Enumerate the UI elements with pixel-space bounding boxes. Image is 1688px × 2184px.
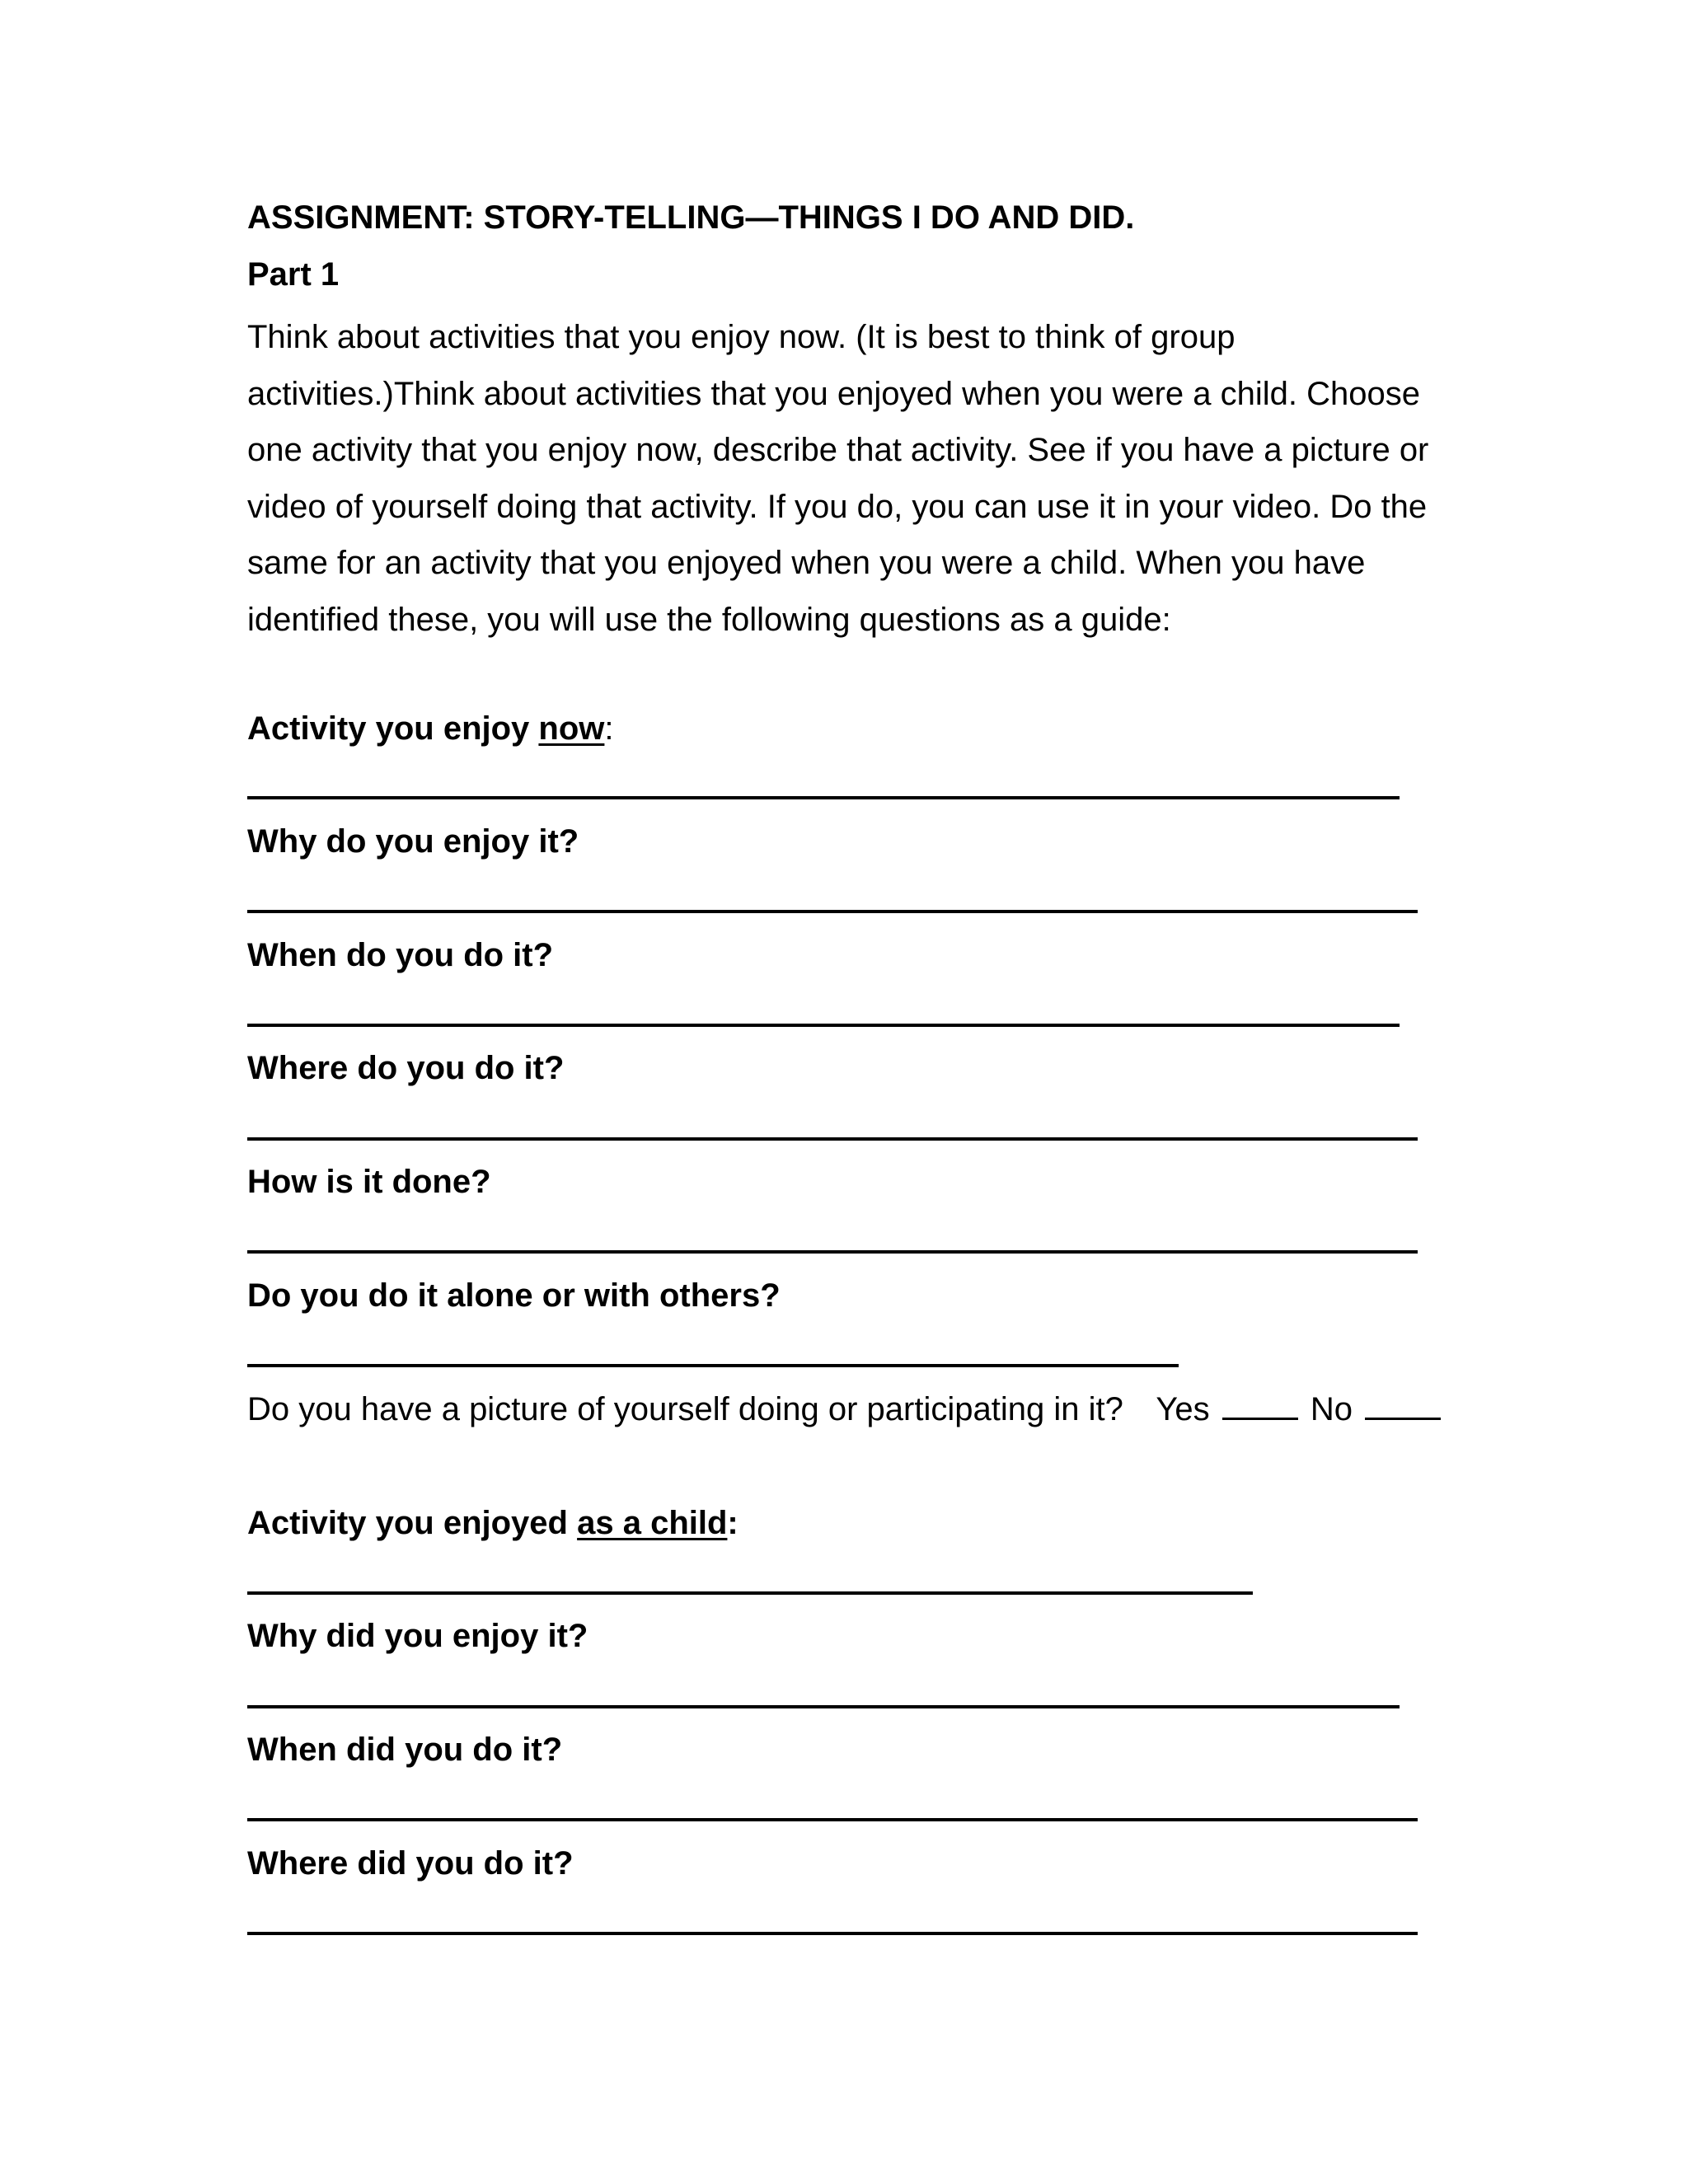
question-alone-or-others: Do you do it alone or with others? xyxy=(247,1277,781,1314)
assignment-title: ASSIGNMENT: STORY-TELLING—THINGS I DO AND DID. xyxy=(247,199,1135,236)
answer-line-where-do[interactable] xyxy=(247,1137,1418,1141)
child-underlined: as a child xyxy=(577,1505,728,1541)
question-where-did: Where did you do it? xyxy=(247,1845,574,1882)
intro-line: video of yourself doing that activity. If you do, you can use it in your video. Do the xyxy=(247,488,1428,525)
intro-line: same for an activity that you enjoyed when you were a child. When you have xyxy=(247,545,1366,581)
answer-line-why-enjoy[interactable] xyxy=(247,910,1418,913)
part-heading: Part 1 xyxy=(247,256,340,293)
question-how-done: How is it done? xyxy=(247,1164,491,1200)
yes-blank[interactable] xyxy=(1222,1393,1298,1420)
question-why-enjoy: Why do you enjoy it? xyxy=(247,823,579,860)
question-where-do: Where do you do it? xyxy=(247,1050,565,1086)
answer-line-when-do[interactable] xyxy=(247,1024,1400,1027)
picture-question-row xyxy=(247,1393,1444,1426)
question-when-did: When did you do it? xyxy=(247,1732,563,1768)
answer-line-how-done[interactable] xyxy=(247,1250,1418,1254)
question-why-did-enjoy: Why did you enjoy it? xyxy=(247,1618,588,1654)
now-activity-heading: Activity you enjoy now: xyxy=(247,710,614,747)
now-underlined: now xyxy=(538,710,605,747)
answer-line-where-did[interactable] xyxy=(247,1932,1418,1935)
child-activity-heading: Activity you enjoyed as a child: xyxy=(247,1505,738,1541)
no-label: No xyxy=(1310,1391,1353,1427)
question-when-do: When do you do it? xyxy=(247,937,554,973)
intro-line: identified these, you will use the following questions as a guide: xyxy=(247,601,1171,638)
answer-line-child-activity[interactable] xyxy=(247,1591,1253,1595)
answer-line-now-activity[interactable] xyxy=(247,796,1400,799)
intro-paragraph xyxy=(247,309,1451,648)
picture-question: Do you have a picture of yourself doing or participating in it? xyxy=(247,1391,1123,1427)
intro-line: Think about activities that you enjoy now. (It is best to think of group xyxy=(247,319,1236,355)
answer-line-when-did[interactable] xyxy=(247,1818,1418,1821)
intro-line: activities.)Think about activities that you enjoyed when you were a child. Choose xyxy=(247,375,1420,412)
answer-line-why-did-enjoy[interactable] xyxy=(247,1705,1400,1708)
yes-label: Yes xyxy=(1156,1391,1210,1427)
answer-line-alone-or-others[interactable] xyxy=(247,1364,1179,1367)
intro-line: one activity that you enjoy now, describe that activity. See if you have a picture or xyxy=(247,432,1429,468)
no-blank[interactable] xyxy=(1365,1393,1441,1420)
